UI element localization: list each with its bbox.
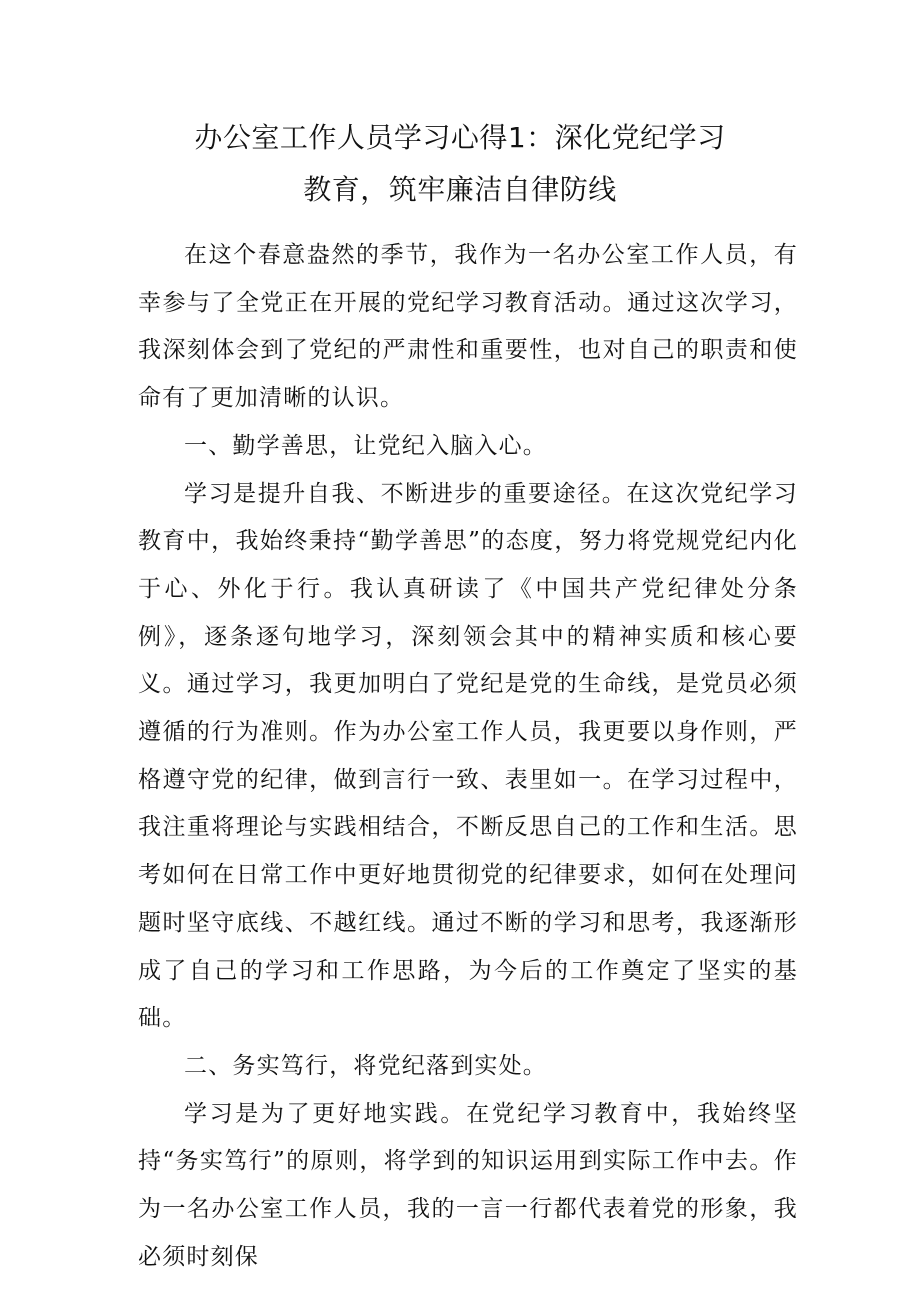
section-2-paragraph: 学习是为了更好地实践。在党纪学习教育中，我始终坚持“务实笃行”的原则，将学到的知识运用到实际工作中去。作为一名办公室工作人员，我的一言一行都代表着党的形象，我必须时刻保 — [138, 1100, 798, 1270]
section-heading-1: 一、勤学善思，让党纪入脑入心。 — [184, 432, 547, 459]
title-line-2: 教育，筑牢廉洁自律防线 — [303, 173, 617, 206]
title-line-1: 办公室工作人员学习心得1：深化党纪学习 — [194, 121, 726, 154]
document-body — [138, 232, 798, 1281]
intro-paragraph: 在这个春意盎然的季节，我作为一名办公室工作人员，有幸参与了全党正在开展的党纪学习教育活动。通过这次学习，我深刻体会到了党纪的严肃性和重要性，也对自己的职责和使命有了更加清晰的认识。 — [138, 242, 798, 412]
document-title — [130, 112, 790, 216]
section-1-paragraph: 学习是提升自我、不断进步的重要途径。在这次党纪学习教育中，我始终秉持“勤学善思”的态度，努力将党规党纪内化于心、外化于行。我认真研读了《中国共产党纪律处分条例》，逐条逐句地学习，深刻领会其中的精神实质和核心要义。通过学习，我更加明白了党纪是党的生命线，是党员必须遵循的行为准则。作为办公室工作人员，我更要以身作则，严格遵守党的纪律，做到言行一致、表里如一。在学习过程中，我注重将理论与实践相结合，不断反思自己的工作和生活。思考如何在日常工作中更好地贯彻党的纪律要求，如何在处理问题时坚守底线、不越红线。通过不断的学习和思考，我逐渐形成了自己的学习和工作思路，为今后的工作奠定了坚实的基础。 — [138, 480, 798, 1032]
section-heading-2: 二、务实笃行，将党纪落到实处。 — [184, 1052, 547, 1079]
